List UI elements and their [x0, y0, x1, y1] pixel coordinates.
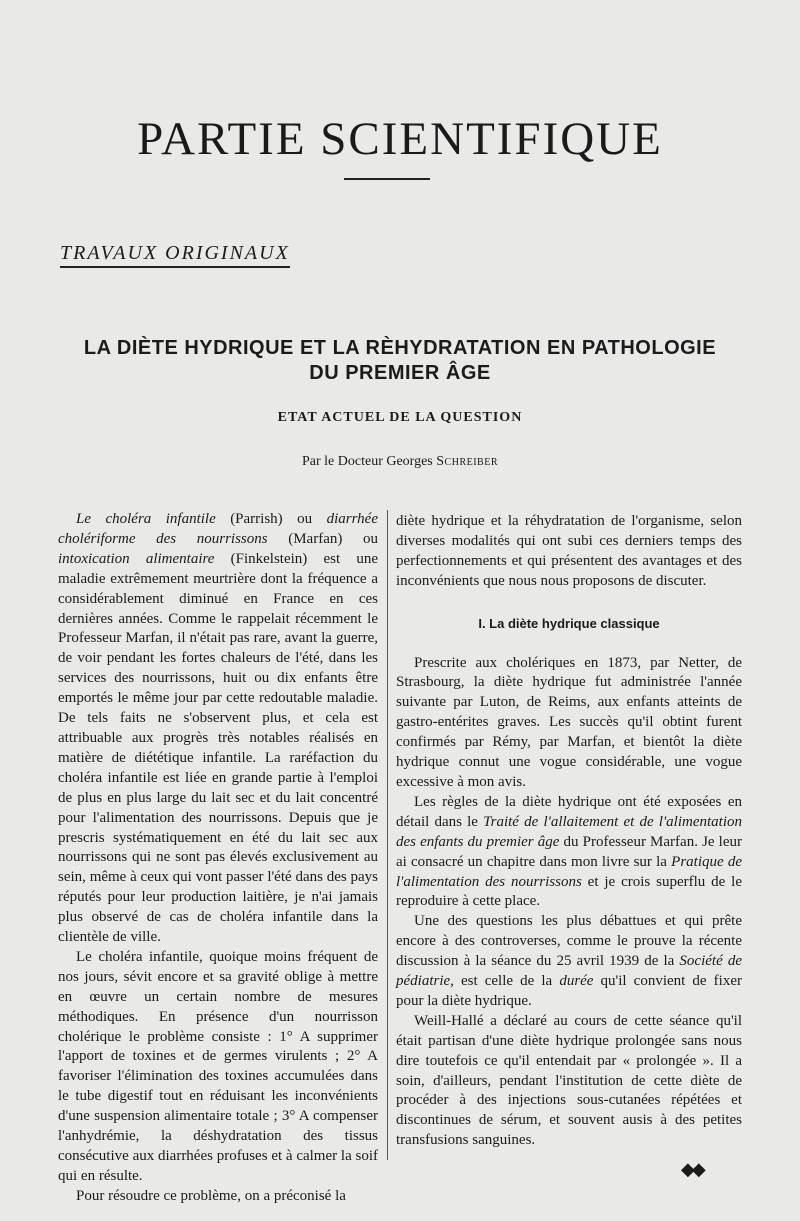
- rubric-heading: TRAVAUX ORIGINAUX: [60, 242, 290, 268]
- title-rule: [344, 178, 430, 180]
- paragraph: [396, 912, 742, 1012]
- section-title: PARTIE SCIENTIFIQUE: [137, 113, 663, 165]
- term-cholera-infantile: Le choléra infantile: [76, 511, 216, 527]
- term-diarrhee: diarrhée cholériforme des nourrissons: [58, 511, 378, 547]
- text-run: (Marfan) ou: [267, 530, 378, 547]
- byline-prefix: Par le Docteur Georges: [302, 454, 433, 469]
- paragraph: Le choléra infantile, quoique moins fréquent de nos jours, sévit encore et sa gravité oblige à mettre en œuvre un certain nombre de mesures méthodiques. En présence d'un nourrisson cholérique le problème consiste : 1° A supprimer l'apport de toxines et de germes virulents ; 2° A favoriser l'élimination des toxines accumulées dans le tube digestif tout en réduisant les inconvénients d'une suspension alimentaire totale ; 3° A compenser l'anhydrémie, la déshydratation des tissus consécutive aux diarrhées profuses et à calmer la soif qui en résulte.: [58, 948, 378, 1184]
- term-duree: durée: [559, 973, 594, 990]
- ornament-icon: ◆◆: [681, 1159, 703, 1180]
- term-intoxication: intoxication alimentaire: [58, 550, 215, 567]
- book-title-pratique: Pratique de l'alimentation des nourrissons: [396, 853, 743, 890]
- paragraph: diète hydrique et la réhydratation de l'organisme, selon diverses modalités qui ont subi ces derniers temps des perfectionnements et qui présentent des avantages et des inconvénients que nous nous proposons de discuter.: [396, 513, 742, 589]
- author-name: Schreiber: [436, 454, 498, 469]
- text-run: Les règles de la diète hydrique ont été exposées en détail dans le: [396, 793, 742, 830]
- article-title-line1: LA DIÈTE HYDRIQUE ET LA RÈHYDRATATION EN PATHOLOGIE: [83, 337, 717, 359]
- paragraph: Prescrite aux cholériques en 1873, par Netter, de Strasbourg, la diète hydrique fut administrée l'année suivante par Luton, de Reims, aux enfants atteints de gastro-entérites graves. Les succès qu'il obtint furent confirmés par Rémy, par Marfan, et bientôt la diète hydrique connut une vogue considérable, une vogue excessive à mon avis.: [396, 654, 742, 790]
- text-run: qu'il convient de fixer pour la diète hydrique.: [396, 973, 742, 1009]
- left-column: [58, 510, 378, 1207]
- text-run: et je crois superflu de le reproduire à cette place.: [396, 873, 742, 910]
- column-divider: [387, 510, 388, 1160]
- paragraph: Weill-Hallé a déclaré au cours de cette séance qu'il était partisan d'une diète hydrique prolongée sans nous dire toutefois ce qu'il entendait par « prolongée ». Il a soin, d'ailleurs, pendant l'institution de cette diète de procéder à des injections sous-cutanées répétées et discontinues de sérum, et souvent ausis à des petites transfusions sanguines.: [396, 1012, 742, 1149]
- text-run: du Professeur Marfan. Je leur ai consacré un chapitre dans mon livre sur la: [396, 833, 742, 870]
- article-subtitle: ETAT ACTUEL DE LA QUESTION: [277, 410, 523, 425]
- right-column: [396, 512, 742, 1151]
- text-run: , est celle de la: [450, 973, 560, 990]
- byline: [0, 454, 800, 470]
- paragraph: Pour résoudre ce problème, on a préconisé la: [76, 1187, 346, 1204]
- section-heading: I. La diète hydrique classique: [478, 615, 660, 631]
- text-run: (Finkelstein) est une maladie extrêmement meurtrière dont la fréquence a considérablement diminué en France en ces dernières années. Comme le rappelait récemment le Professeur Marfan, il n'était pas rare, avant la guerre, de voir pendant les fortes chaleurs de l'été, dans les services des nourrissons, huit ou dix enfants être emportés le même jour par cette redoutable maladie. De tels faits ne s'observent plus, et cela est attribuable aux progrès très notables réalisés en matière de diététique infantile. La raréfaction du choléra infantile est liée en grande partie à l'emploi de plus en plus large du lait sec et du lait concentré pour l'alimentation des nourrissons. Depuis que je prescris systématiquement en été du lait sec aux nourrissons qui ne sont pas élevés exclusivement au sein, même à ceux qui vont passer l'été dans des pays réputés pour leur production laitière, je n'ai jamais plus observé de cas de choléra infantile dans la clientèle de ville.: [58, 550, 378, 946]
- text-run: (Parrish) ou: [215, 511, 327, 527]
- article-title: [80, 336, 720, 386]
- text-run: Une des questions les plus débattues et qui prête encore à des controverses, comme le prouve la récente discussion à la séance du 25 avril 1939 de la: [396, 913, 742, 970]
- paragraph: [58, 510, 378, 948]
- book-title-traite: Traité de l'allaitement et de l'alimentation des enfants du premier âge: [396, 813, 742, 850]
- article-title-line2: DU PREMIER ÂGE: [309, 362, 491, 384]
- paragraph: [396, 793, 742, 912]
- society-name: Société de pédiatrie: [396, 953, 742, 990]
